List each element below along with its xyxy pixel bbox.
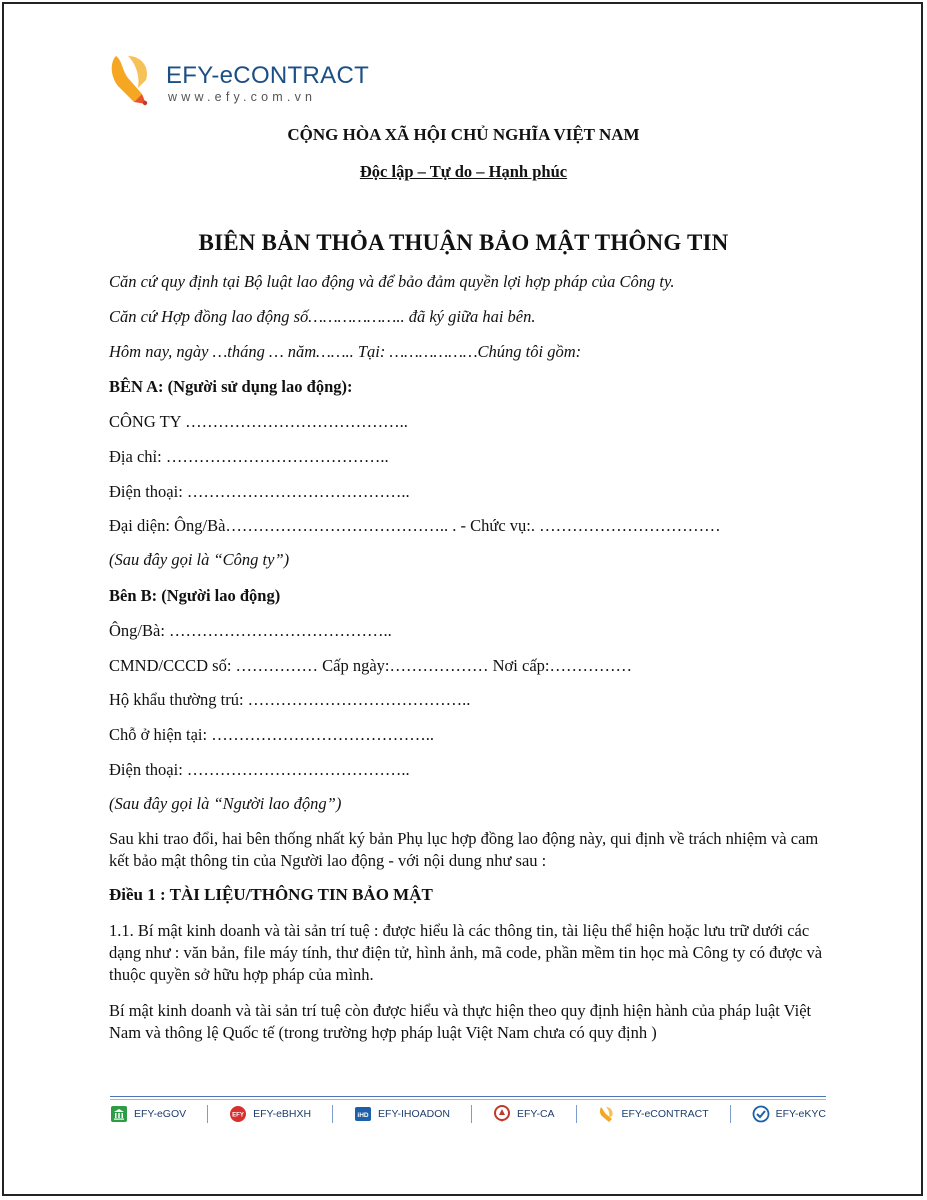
footer-rule-thin bbox=[110, 1099, 826, 1100]
article-1-heading: Điều 1 : TÀI LIỆU/THÔNG TIN BẢO MẬT bbox=[109, 885, 433, 904]
footer-separator bbox=[730, 1105, 731, 1123]
party-a-heading: BÊN A: (Người sử dụng lao động): bbox=[109, 377, 353, 396]
footer-label-econtract: EFY-eCONTRACT bbox=[621, 1108, 709, 1120]
party-b-heading: Bên B: (Người lao động) bbox=[109, 586, 281, 605]
footer-label-egov: EFY-eGOV bbox=[134, 1108, 187, 1120]
footer-product-bar bbox=[110, 1102, 826, 1126]
party-a-company: CÔNG TY ………………………………….. bbox=[109, 412, 408, 431]
footer-separator bbox=[576, 1105, 577, 1123]
footer-label-ebhxh: EFY-eBHXH bbox=[253, 1108, 312, 1120]
nation-heading: CỘNG HÒA XÃ HỘI CHỦ NGHĨA VIỆT NAM bbox=[287, 125, 640, 144]
preamble-line-3: Hôm nay, ngày …tháng … năm…….. Tại: ………………Chúng tôi gồm: bbox=[109, 342, 582, 361]
footer-item-ca[interactable] bbox=[493, 1105, 555, 1123]
efy-econtract-logo bbox=[108, 52, 368, 112]
party-a-alias: (Sau đây gọi là “Công ty”) bbox=[109, 550, 290, 569]
pen-logo-icon bbox=[108, 52, 154, 110]
preamble-line-2: Căn cứ Hợp đồng lao động số……………….. đã ký giữa hai bên. bbox=[109, 307, 536, 326]
document-title: BIÊN BẢN THỎA THUẬN BẢO MẬT THÔNG TIN bbox=[198, 230, 729, 255]
footer-separator bbox=[471, 1105, 472, 1123]
logo-url: www.efy.com.vn bbox=[168, 90, 317, 104]
footer-item-ekyc[interactable] bbox=[752, 1105, 826, 1123]
footer-label-ihoadon: EFY-IHOADON bbox=[378, 1108, 451, 1120]
party-a-address: Địa chỉ: ………………………………….. bbox=[109, 447, 389, 466]
logo-name: EFY-eCONTRACT bbox=[166, 62, 370, 89]
footer-item-ihoadon[interactable] bbox=[354, 1105, 450, 1123]
building-icon bbox=[110, 1105, 128, 1123]
footer-separator bbox=[332, 1105, 333, 1123]
footer-item-egov[interactable] bbox=[110, 1105, 186, 1123]
footer-separator bbox=[207, 1105, 208, 1123]
footer-item-ebhxh[interactable] bbox=[229, 1105, 311, 1123]
motto: Độc lập – Tự do – Hạnh phúc bbox=[359, 162, 568, 181]
article-1-paragraph-2: Bí mật kinh doanh và tài sản trí tuệ còn được hiểu và thực hiện theo quy định hiện hành của pháp luật Việt Nam và thông lệ Quốc tế (trong trường hợp pháp luật Việt Nam chưa có quy định ) bbox=[109, 1001, 812, 1042]
party-b-residence: Chỗ ở hiện tại: ………………………………….. bbox=[109, 725, 434, 744]
footer-rule bbox=[110, 1096, 826, 1097]
article-1-paragraph-1: 1.1. Bí mật kinh doanh và tài sản trí tuệ : được hiểu là các thông tin, tài liệu thể hiện hoặc lưu trữ dưới các dạng như : văn bản, file máy tính, thư điện tử, hình ảnh, mã code, phần mềm tin học mà Công ty có được và thuộc quyền sở hữu hợp pháp của mình. bbox=[109, 921, 823, 984]
check-icon bbox=[752, 1105, 770, 1123]
party-b-phone: Điện thoại: ………………………………….. bbox=[109, 760, 410, 779]
footer-label-ekyc: EFY-eKYC bbox=[775, 1108, 826, 1120]
svg-text:iHD: iHD bbox=[357, 1112, 369, 1119]
footer-label-ca: EFY-CA bbox=[516, 1108, 555, 1120]
efy-round-icon bbox=[229, 1105, 247, 1123]
party-a-phone: Điện thoại: ………………………………….. bbox=[109, 482, 410, 501]
svg-text:EFY: EFY bbox=[232, 1112, 244, 1119]
party-b-household: Hộ khẩu thường trú: ………………………………….. bbox=[109, 690, 471, 709]
preamble-line-1: Căn cứ quy định tại Bộ luật lao động và để bảo đảm quyền lợi hợp pháp của Công ty. bbox=[109, 272, 675, 291]
party-b-alias: (Sau đây gọi là “Người lao động”) bbox=[109, 794, 342, 813]
intro-paragraph: Sau khi trao đổi, hai bên thống nhất ký bản Phụ lục hợp đồng lao động này, qui định về trách nhiệm và cam kết bảo mật thông tin của Người lao động - với nội dung như sau : bbox=[109, 829, 819, 870]
footer-item-econtract[interactable] bbox=[598, 1105, 709, 1123]
party-a-representative: Đại diện: Ông/Bà………………………………….. . - Chức vụ:. …………………………… bbox=[109, 516, 721, 535]
party-b-name: Ông/Bà: ………………………………….. bbox=[109, 621, 392, 640]
party-b-id-card: CMND/CCCD số: …………… Cấp ngày:……………… Nơi cấp:…………… bbox=[109, 656, 632, 675]
pen-icon bbox=[598, 1105, 616, 1123]
ca-icon bbox=[493, 1105, 511, 1123]
ihd-icon bbox=[354, 1105, 372, 1123]
